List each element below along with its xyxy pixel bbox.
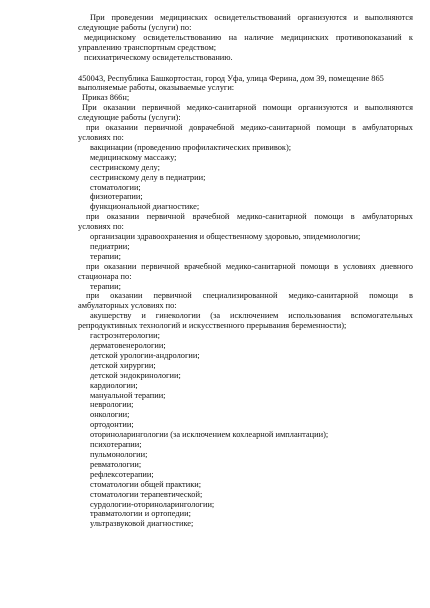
doctor-care-heading: при оказании первичной врачебной медико-санитарной помощи в амбулаторных xyxy=(86,212,413,222)
specialized-item: детской эндокринологии; xyxy=(90,370,181,380)
medical-exam-intro-cont: следующие работы (услуги) по: xyxy=(78,22,192,32)
doctor-care-heading-cont: условиях по: xyxy=(78,222,124,232)
specialized-item: дерматовенерологии; xyxy=(90,341,166,350)
day-hospital-heading-cont: стационара по: xyxy=(78,271,132,281)
specialized-item: гастроэнтерологии; xyxy=(90,331,160,341)
driving-exam-item: медицинскому освидетельствованию на наличие медицинских противопоказаний к xyxy=(84,32,413,42)
specialized-item: ортодонтии; xyxy=(90,420,134,430)
premedical-care-heading: при оказании первичной доврачебной медико-санитарной помощи в амбулаторных xyxy=(86,123,413,133)
address-line: 450043, Республика Башкортостан, город Уфа, улица Ферина, дом 39, помещение 865 xyxy=(78,73,384,83)
premedical-item: функциональной диагностике; xyxy=(90,202,200,212)
day-hospital-heading: при оказании первичной врачебной медико-санитарной помощи в условиях дневного xyxy=(86,261,413,271)
premedical-item: физиотерапии; xyxy=(90,192,143,202)
specialized-item: мануальной терапии; xyxy=(90,390,166,400)
specialized-item: детской хирургии; xyxy=(90,360,156,370)
premedical-care-heading-cont: условиях по: xyxy=(78,132,124,142)
specialized-item: ревматологии; xyxy=(90,459,142,469)
psychiatric-exam-item: психиатрическому освидетельствованию. xyxy=(84,52,233,62)
specialized-item: стоматологии общей практики; xyxy=(90,479,202,489)
specialized-item: онкологии; xyxy=(90,410,130,420)
specialized-item: оториноларингологии (за исключением кохлеарной имплантации); xyxy=(90,430,329,440)
obstetrics-item-cont: репродуктивных технологий и искусственного прерывания беременности); xyxy=(78,321,347,331)
specialized-item: стоматологии терапевтической; xyxy=(90,489,203,499)
specialized-item: пульмонологии; xyxy=(90,449,148,459)
obstetrics-item: акушерству и гинекологии (за исключением использования вспомогательных xyxy=(90,311,413,321)
specialized-item: рефлексотерапии; xyxy=(90,469,154,479)
premedical-item: сестринскому делу; xyxy=(90,162,160,172)
specialized-item: травматологии и ортопедии; xyxy=(90,509,191,519)
order-reference: Приказ 866н; xyxy=(82,93,130,103)
premedical-item: стоматологии; xyxy=(90,182,141,192)
works-services-line: выполняемые работы, оказываемые услуги: xyxy=(78,83,235,93)
primary-care-intro: При оказании первичной медико-санитарной помощи организуются и выполняются xyxy=(82,103,413,113)
day-hospital-item: терапии; xyxy=(90,281,121,291)
license-text xyxy=(78,13,413,529)
premedical-item: вакцинации (проведению профилактических прививок); xyxy=(90,142,292,152)
primary-care-intro-cont: следующие работы (услуги): xyxy=(78,113,181,123)
specialized-care-heading-cont: амбулаторных условиях по: xyxy=(78,301,177,311)
doctor-care-item: организации здравоохранения и общественному здоровью, эпидемиологии; xyxy=(90,232,361,242)
specialized-item: психотерапии; xyxy=(90,440,142,450)
driving-exam-item-cont: управлению транспортным средством; xyxy=(78,42,217,52)
doctor-care-item: терапии; xyxy=(90,251,121,261)
specialized-item: детской урологии-андрологии; xyxy=(90,350,200,360)
doctor-care-item: педиатрии; xyxy=(90,241,130,251)
premedical-item: медицинскому массажу; xyxy=(90,152,177,162)
specialized-item: сурдологии-оториноларингологии; xyxy=(90,499,215,509)
specialized-item: кардиологии; xyxy=(90,380,138,390)
medical-exam-intro: При проведении медицинских освидетельствований организуются и выполняются xyxy=(90,13,413,22)
specialized-item: ультразвуковой диагностике; xyxy=(90,519,194,529)
specialized-care-heading: при оказании первичной специализированной медико-санитарной помощи в xyxy=(86,291,413,301)
premedical-item: сестринскому делу в педиатрии; xyxy=(90,172,206,182)
specialized-item: неврологии; xyxy=(90,400,134,410)
